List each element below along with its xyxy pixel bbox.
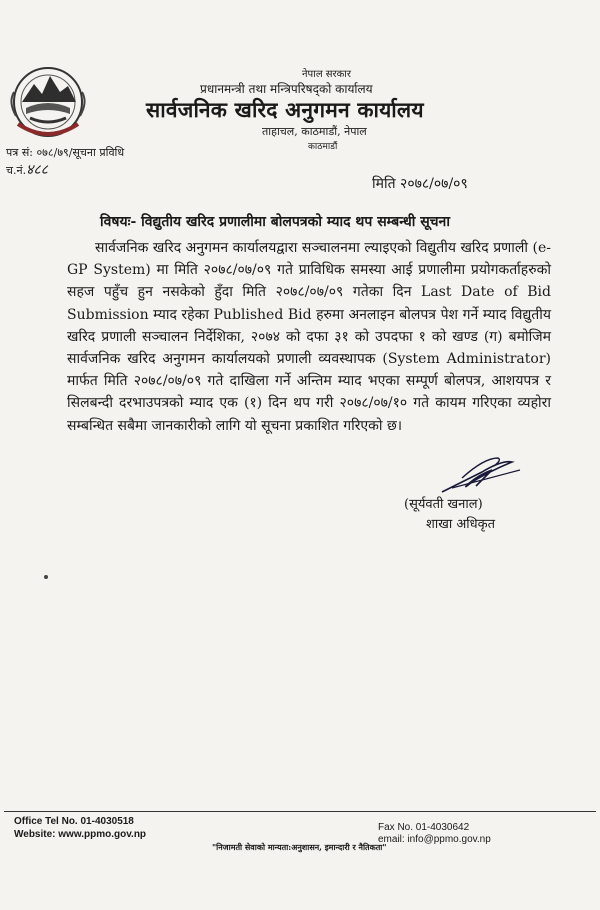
footer-divider <box>4 811 596 812</box>
letter-reference-number: पत्र सं: ०७८/७९/सूचना प्रविधि <box>6 146 125 159</box>
footer-fax: Fax No. 01-4030642 <box>378 822 470 833</box>
dispatch-number-value: ४८८ <box>26 162 48 178</box>
footer-email: email: info@ppmo.gov.np <box>378 834 491 845</box>
letter-body: सार्वजनिक खरिद अनुगमन कार्यालयद्वारा सञ्चालनमा ल्याइएको विद्युतीय खरिद प्रणाली (e-GP System) मा मिति २०७८/०७/०९ गते प्राविधिक समस्या आई प्रणालीमा प्रयोगकर्ताहरुको सहज पहुँच हुन नसकेको हुँदा मिति २०७८/०७/०९ गतेका दिन Last Date of Bid Submission म्याद रहेका Published Bid हरुमा अनलाइन बोलपत्र पेश गर्ने म्याद विद्युतीय खरिद प्रणाली सञ्चालन निर्देशिका, २०७४ को दफा ३१ को उपदफा १ को खण्ड (ग) बमोजिम सार्वजनिक खरिद अनुगमन कार्यालयको प्रणाली व्यवस्थापक (System Administrator) मार्फत मिति २०७८/०७/०९ गते दाखिला गर्ने अन्तिम म्याद भएका सम्पूर्ण बोलपत्र, आशयपत्र र सिलबन्दी दरभाउपत्रको म्याद एक (१) दिन थप गरी २०७८/०७/१० गते कायम गरिएका व्यहोरा सम्बन्धित सबैमा जानकारीको लागि यो सूचना प्रकाशित गरिएको छ। <box>67 240 551 434</box>
dispatch-number <box>6 160 48 179</box>
header-city: काठमाडौं <box>308 142 338 152</box>
paper-speck <box>44 575 48 579</box>
footer-motto: "निजामती सेवाको मान्यता:अनुशासन, इमान्दारी र नैतिकता" <box>212 842 387 852</box>
header-government: नेपाल सरकार <box>302 69 351 80</box>
signatory-designation: शाखा अधिकृत <box>426 517 496 532</box>
letter-subject: विषयः- विद्युतीय खरिद प्रणालीमा बोलपत्रको म्याद थप सम्बन्धी सूचना <box>100 214 450 230</box>
footer-website: Website: www.ppmo.gov.np <box>14 829 147 840</box>
letter-date: मिति २०७८/०७/०९ <box>372 176 468 192</box>
nepal-government-emblem-icon <box>4 62 92 144</box>
dispatch-number-label: च.नं. <box>6 164 27 177</box>
footer-office-tel: Office Tel No. 01-4030518 <box>14 816 134 827</box>
header-ministry: प्रधानमन्त्री तथा मन्त्रिपरिषद्‌को कार्यालय <box>200 82 373 96</box>
header-office-title: सार्वजनिक खरिद अनुगमन कार्यालय <box>146 97 424 122</box>
header-address: ताहाचल, काठमाडौं, नेपाल <box>262 125 367 138</box>
signatory-name: (सूर्यवती खनाल) <box>404 497 483 512</box>
